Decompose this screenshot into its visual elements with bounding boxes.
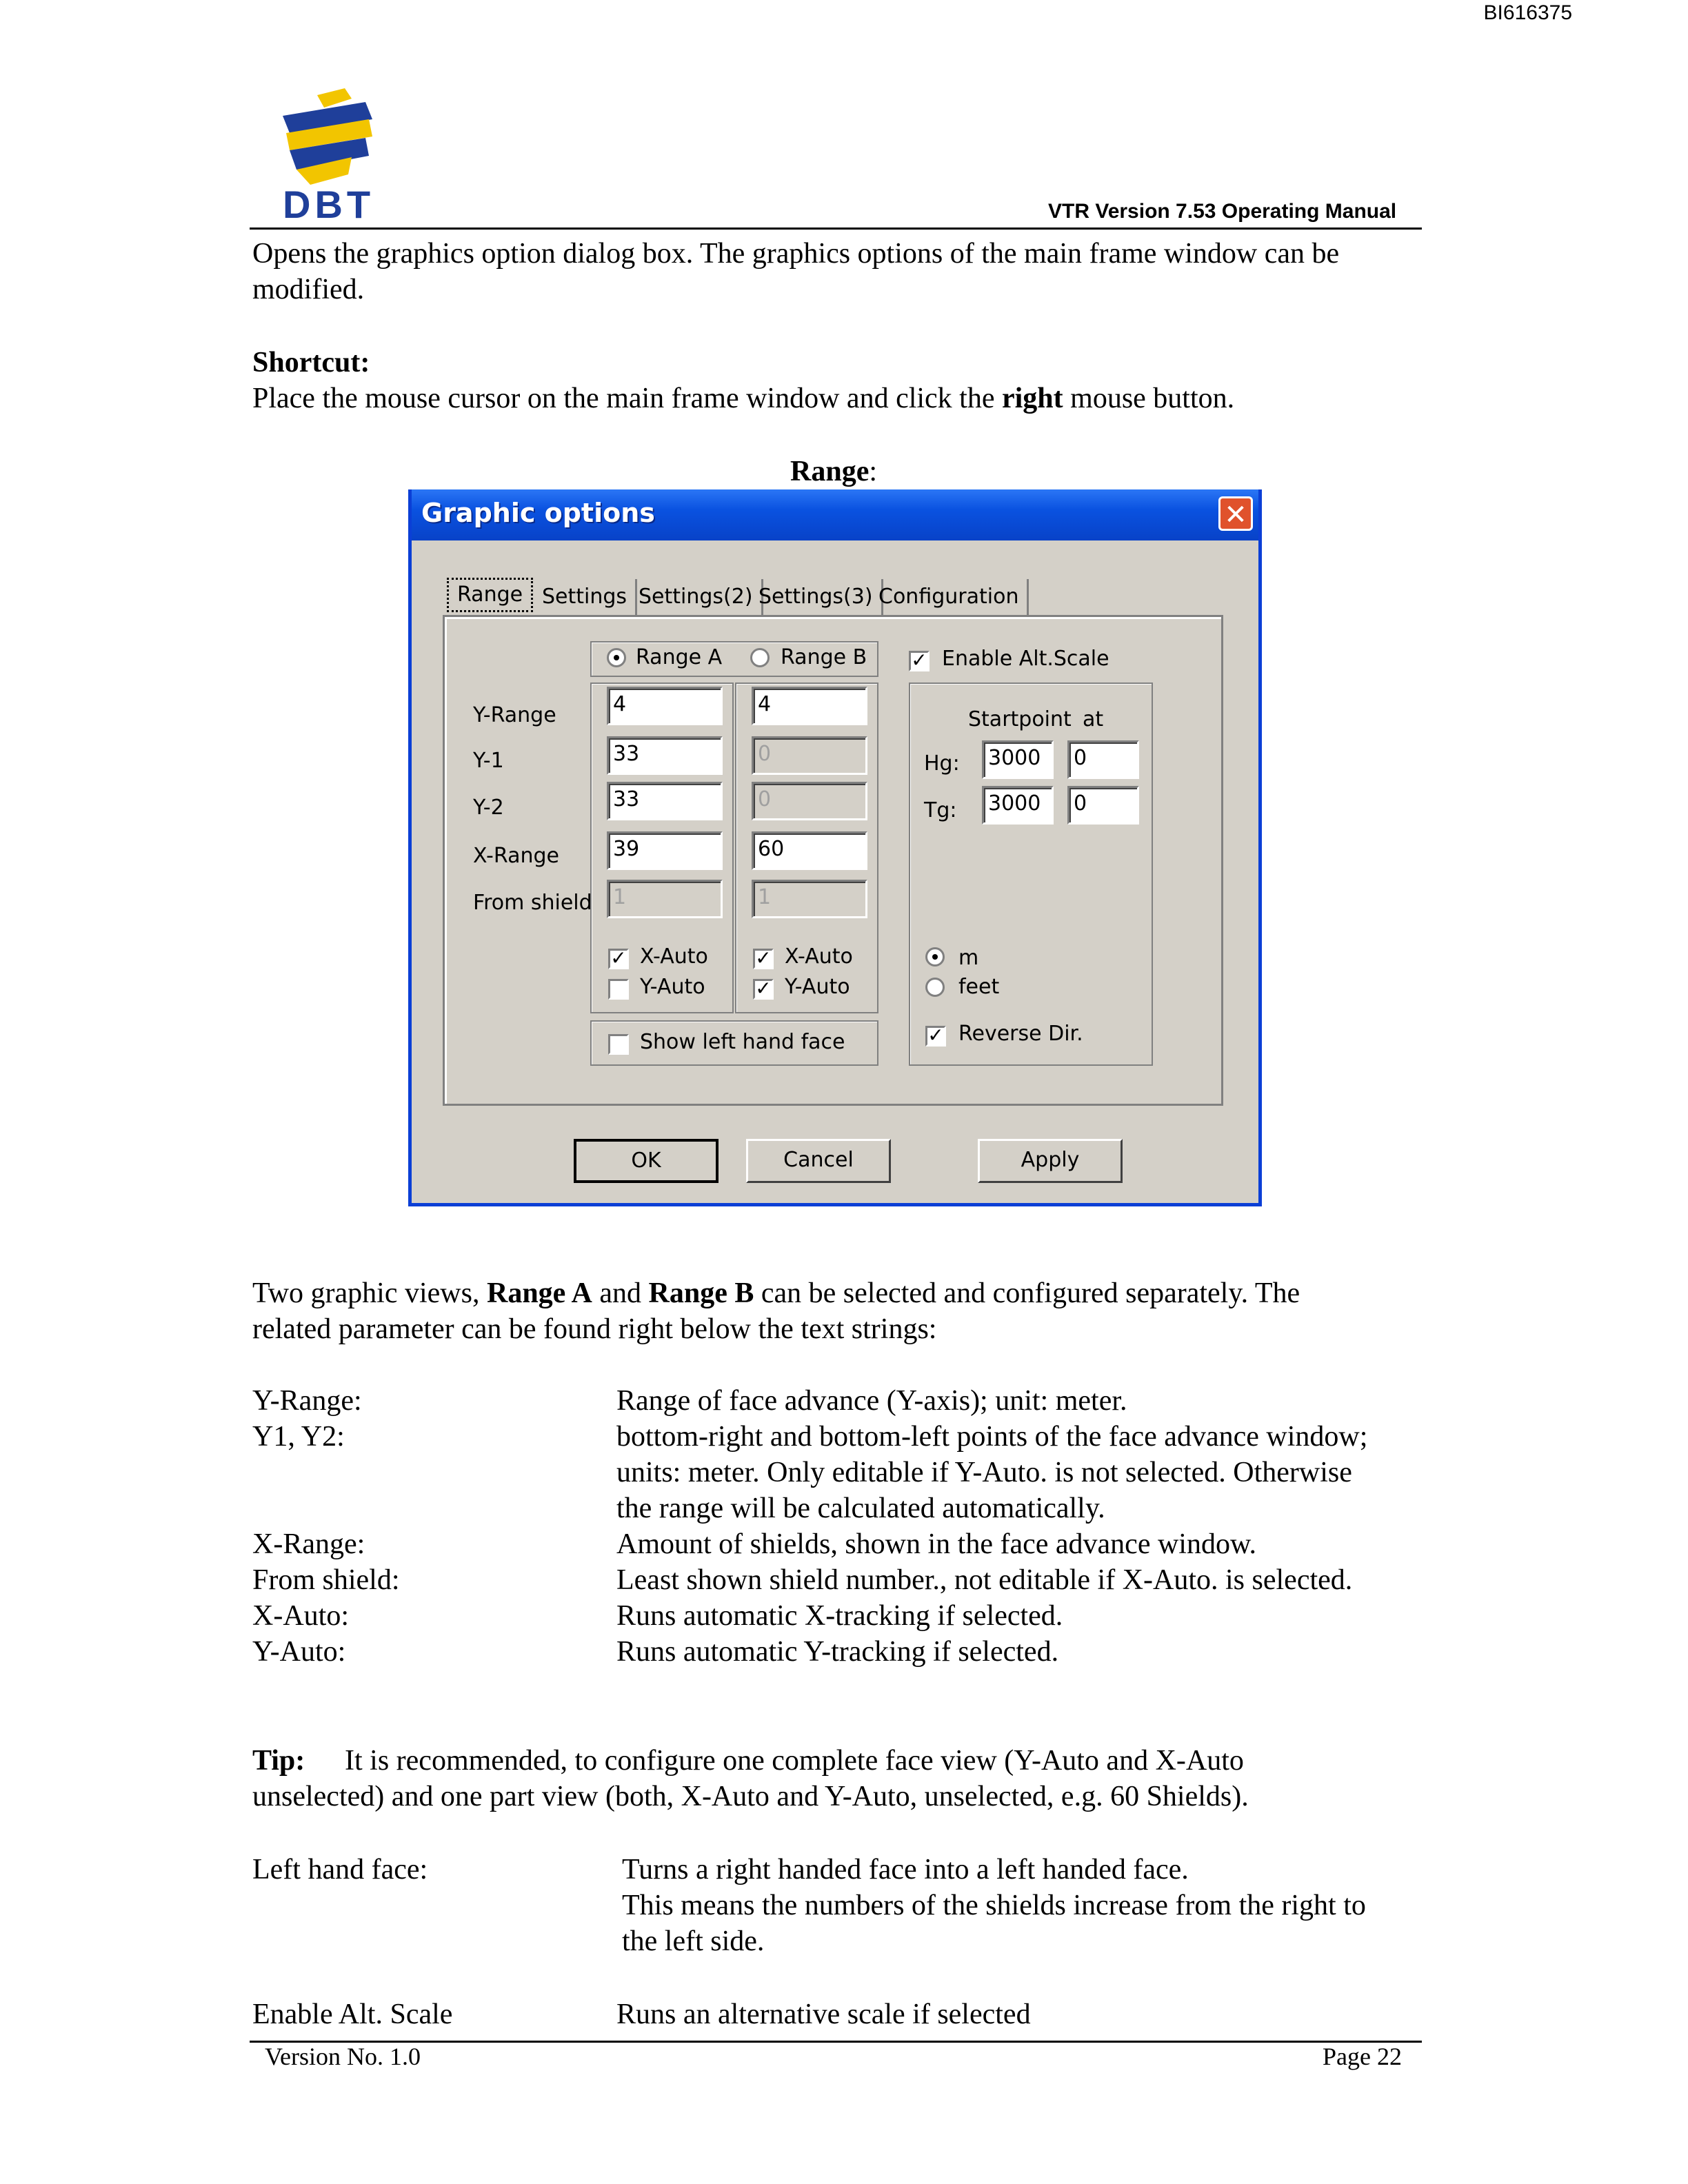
range-a-from-shield-input[interactable]: 1 xyxy=(607,880,723,918)
range-a-x-auto-checkbox[interactable]: ✓ xyxy=(608,949,629,969)
def-term: Y1, Y2: xyxy=(252,1421,345,1453)
def-text: units: meter. Only editable if Y-Auto. is not selected. Otherwise xyxy=(616,1457,1352,1488)
dialog-title: Graphic options xyxy=(421,498,655,528)
startpoint-label: Startpoint xyxy=(968,707,1072,731)
tip-line-2: unselected) and one part view (both, X-Auto and Y-Auto, unselected, e.g. 60 Shields). xyxy=(252,1781,1249,1812)
left-hand-text: Turns a right handed face into a left handed face. xyxy=(622,1854,1189,1885)
close-button[interactable]: ✕ xyxy=(1218,496,1253,531)
tab-settings-3[interactable]: Settings(3) xyxy=(750,579,883,615)
range-b-y2-input[interactable]: 0 xyxy=(752,782,867,820)
range-a-y-auto-checkbox[interactable] xyxy=(608,979,629,1000)
range-b-y-range-input[interactable]: 4 xyxy=(752,687,867,725)
def-text: Runs automatic X-tracking if selected. xyxy=(616,1600,1063,1632)
reverse-dir-checkbox[interactable]: ✓ xyxy=(925,1026,946,1046)
apply-button[interactable]: Apply xyxy=(978,1139,1123,1183)
hg-startpoint-input[interactable]: 3000 xyxy=(982,740,1054,779)
footer-version: Version No. 1.0 xyxy=(265,2043,421,2070)
reverse-dir-label: Reverse Dir. xyxy=(958,1022,1083,1046)
tg-at-input[interactable]: 0 xyxy=(1067,786,1139,825)
tip-label: Tip: xyxy=(252,1745,305,1777)
range-a-y-range-input[interactable]: 4 xyxy=(607,687,723,725)
at-label: at xyxy=(1083,707,1104,731)
x-range-label: X-Range xyxy=(473,844,559,868)
hg-label: Hg: xyxy=(924,751,960,776)
range-a-label: Range A xyxy=(636,645,723,669)
range-b-radio[interactable] xyxy=(750,648,770,667)
intro-line-1: Opens the graphics option dialog box. The graphics options of the main frame window can be xyxy=(252,238,1340,270)
shortcut-text: Place the mouse cursor on the main frame window and click the right mouse button. xyxy=(252,383,1235,414)
left-hand-text: the left side. xyxy=(622,1925,765,1957)
manual-title: VTR Version 7.53 Operating Manual xyxy=(1048,200,1397,223)
range-a-radio[interactable] xyxy=(607,648,626,667)
unit-feet-radio[interactable] xyxy=(925,978,945,997)
def-term: X-Auto: xyxy=(252,1600,349,1632)
def-text: bottom-right and bottom-left points of the face advance window; xyxy=(616,1421,1368,1453)
dialog-title-bar[interactable] xyxy=(412,489,1258,540)
intro-line-2: modified. xyxy=(252,274,365,305)
range-caption: Range: xyxy=(790,456,878,487)
tab-settings[interactable]: Settings xyxy=(534,579,637,615)
tab-range[interactable]: Range xyxy=(447,578,533,612)
range-a-x-range-input[interactable]: 39 xyxy=(607,831,723,870)
def-term: X-Range: xyxy=(252,1528,365,1560)
y1-label: Y-1 xyxy=(473,749,504,773)
def-term: Y-Auto: xyxy=(252,1636,346,1668)
def-term: Y-Range: xyxy=(252,1385,362,1417)
unit-feet-label: feet xyxy=(958,975,1000,999)
document-id: BI616375 xyxy=(1483,1,1572,24)
def-text: Range of face advance (Y-axis); unit: meter. xyxy=(616,1385,1127,1417)
range-b-x-range-input[interactable]: 60 xyxy=(752,831,867,870)
header-divider xyxy=(250,228,1422,230)
unit-m-label: m xyxy=(958,946,979,970)
range-b-x-auto-label: X-Auto xyxy=(785,944,853,969)
views-para-line-2: related parameter can be found right below the text strings: xyxy=(252,1313,937,1345)
tg-label: Tg: xyxy=(924,798,957,822)
def-text: Amount of shields, shown in the face advance window. xyxy=(616,1528,1257,1560)
range-a-x-auto-label: X-Auto xyxy=(640,944,708,969)
left-hand-text: This means the numbers of the shields increase from the right to xyxy=(622,1890,1366,1921)
footer-divider xyxy=(250,2041,1422,2043)
tab-settings-2[interactable]: Settings(2) xyxy=(630,579,763,615)
show-left-hand-face-label: Show left hand face xyxy=(640,1030,845,1054)
range-a-y-auto-label: Y-Auto xyxy=(640,975,705,999)
def-text: Least shown shield number., not editable if X-Auto. is selected. xyxy=(616,1564,1353,1596)
hg-at-input[interactable]: 0 xyxy=(1067,740,1139,779)
left-hand-term: Left hand face: xyxy=(252,1854,428,1885)
alt-scale-term: Enable Alt. Scale xyxy=(252,1999,453,2030)
views-para-line-1: Two graphic views, Range A and Range B can be selected and configured separately. The xyxy=(252,1277,1300,1309)
range-b-from-shield-input[interactable]: 1 xyxy=(752,880,867,918)
range-b-x-auto-checkbox[interactable]: ✓ xyxy=(753,949,774,969)
tip-line-1: It is recommended, to configure one complete face view (Y-Auto and X-Auto xyxy=(345,1745,1244,1777)
enable-alt-scale-checkbox[interactable]: ✓ xyxy=(909,651,930,671)
footer-page: Page 22 xyxy=(1323,2043,1402,2070)
ok-button[interactable]: OK xyxy=(574,1139,719,1183)
range-a-y1-input[interactable]: 33 xyxy=(607,736,723,775)
y-range-label: Y-Range xyxy=(473,703,556,727)
range-b-label: Range B xyxy=(781,645,867,669)
shortcut-heading: Shortcut: xyxy=(252,347,370,378)
def-text: the range will be calculated automatically. xyxy=(616,1493,1105,1524)
tab-configuration[interactable]: Configuration xyxy=(870,579,1029,615)
y2-label: Y-2 xyxy=(473,796,504,820)
range-b-y-auto-label: Y-Auto xyxy=(785,975,850,999)
def-term: From shield: xyxy=(252,1564,400,1596)
enable-alt-scale-label: Enable Alt.Scale xyxy=(942,647,1109,671)
unit-m-radio[interactable] xyxy=(925,947,945,967)
range-b-y-auto-checkbox[interactable]: ✓ xyxy=(753,979,774,1000)
range-b-y1-input[interactable]: 0 xyxy=(752,736,867,775)
def-text: Runs automatic Y-tracking if selected. xyxy=(616,1636,1059,1668)
from-shield-label: From shield xyxy=(473,891,592,915)
tg-startpoint-input[interactable]: 3000 xyxy=(982,786,1054,825)
logo-text: DBT xyxy=(283,183,375,226)
cancel-button[interactable]: Cancel xyxy=(746,1139,891,1183)
alt-scale-text: Runs an alternative scale if selected xyxy=(616,1999,1031,2030)
range-a-y2-input[interactable]: 33 xyxy=(607,782,723,820)
show-left-hand-face-checkbox[interactable] xyxy=(608,1034,629,1055)
